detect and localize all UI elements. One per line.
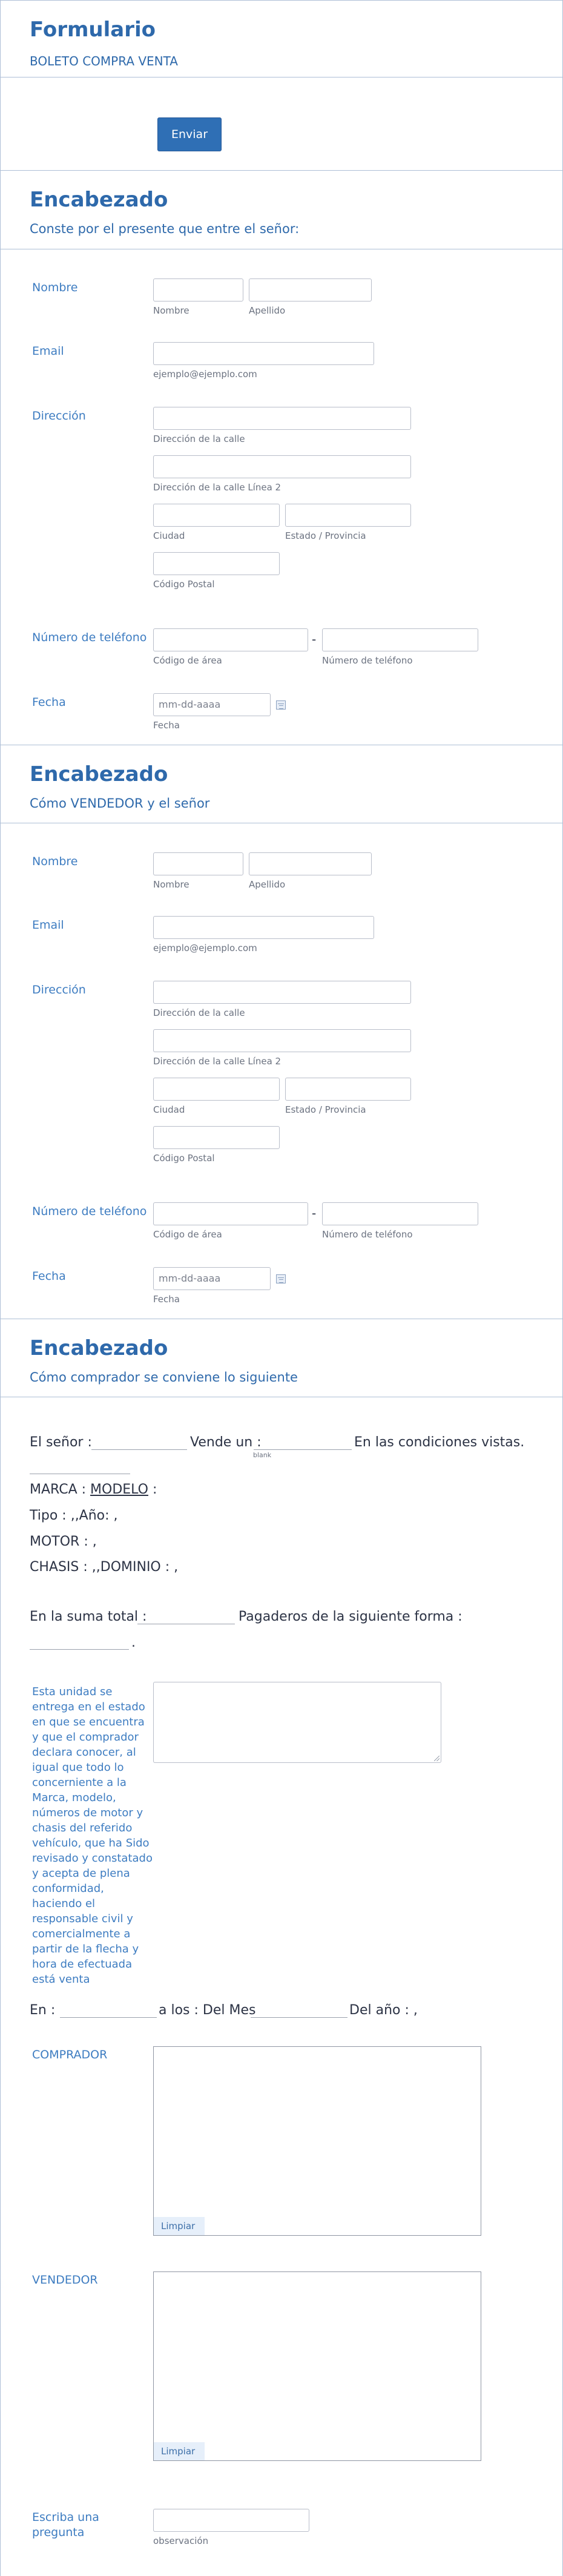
modelo-label: MODELO [90,1482,148,1497]
s1-zip-input[interactable] [153,552,280,575]
s2-phone-dash: - [312,1206,317,1220]
section3-subtitle: Cómo comprador se conviene lo siguiente [30,1370,298,1385]
section3-content [1,1397,562,2576]
section2-title: Encabezado [30,762,168,786]
submit-area [1,77,562,171]
s2-first-name-sub: Nombre [153,879,189,890]
declaration-textarea[interactable] [153,1682,441,1763]
vende-blank[interactable] [254,1449,352,1450]
s2-first-name-input[interactable] [153,852,243,875]
s2-state-sub: Estado / Provincia [285,1104,366,1115]
section1-header [1,171,562,249]
section3-title: Encabezado [30,1336,168,1360]
s2-city-input[interactable] [153,1078,280,1101]
section2-fields [1,823,562,1319]
s1-state-sub: Estado / Provincia [285,530,366,541]
line-senor-label: El señor : [30,1435,92,1450]
comprador-signature-pad[interactable] [153,2046,481,2236]
chasis-line: CHASIS : ,,DOMINIO : , [30,1560,179,1575]
submit-button[interactable]: Enviar [157,117,222,151]
vende-blank-hint: blank [253,1451,272,1459]
s2-email-label: Email [32,918,64,932]
form-title: Formulario [30,18,156,42]
forma-blank[interactable] [30,1649,129,1650]
s1-phone-input[interactable] [322,628,478,651]
question-label: Escriba una pregunta [32,2511,99,2539]
s2-name-label: Nombre [32,855,78,868]
s2-area-sub: Código de área [153,1229,222,1240]
s2-last-name-sub: Apellido [249,879,286,890]
s2-date-input[interactable]: mm-dd-aaaa [153,1267,271,1290]
question-sub: observación [153,2535,209,2546]
alos-label: a los : Del Mes [159,2003,256,2018]
comprador-clear-button[interactable]: Limpiar [154,2217,205,2235]
s1-zip-sub: Código Postal [153,579,215,590]
en-label: En : [30,2003,56,2018]
s1-city-sub: Ciudad [153,530,185,541]
resize-handle-icon[interactable] [434,1756,440,1761]
marca-colon: : [148,1482,157,1497]
s1-street-sub: Dirección de la calle [153,433,245,444]
s2-state-input[interactable] [285,1078,411,1101]
s2-phone-input[interactable] [322,1202,478,1225]
s1-address-label: Dirección [32,409,86,423]
suma-end: . [131,1635,136,1650]
s2-city-sub: Ciudad [153,1104,185,1115]
calendar-icon[interactable] [276,1274,286,1283]
s1-last-name-sub: Apellido [249,305,286,316]
s1-city-input[interactable] [153,504,280,527]
s2-street2-input[interactable] [153,1029,411,1052]
en-blank[interactable] [60,2017,157,2018]
s1-street2-sub: Dirección de la calle Línea 2 [153,482,282,493]
marca-line [30,1482,157,1497]
s2-phone-sub: Número de teléfono [322,1229,413,1240]
form-header [1,0,562,77]
pagaderos-label: Pagaderos de la siguiente forma : [239,1609,463,1624]
s1-email-label: Email [32,344,64,358]
s2-area-input[interactable] [153,1202,308,1225]
s2-street-sub: Dirección de la calle [153,1007,245,1018]
s1-street2-input[interactable] [153,455,411,478]
motor-line: MOTOR : , [30,1534,97,1549]
line-condiciones: En las condiciones vistas. [354,1435,525,1450]
calendar-icon[interactable] [276,700,286,710]
s1-last-name-input[interactable] [249,278,372,301]
vendedor-signature-pad[interactable] [153,2271,481,2461]
tipo-line: Tipo : ,,Año: , [30,1508,118,1523]
s1-email-input[interactable] [153,342,374,365]
s2-email-sub: ejemplo@ejemplo.com [153,943,257,954]
s2-zip-sub: Código Postal [153,1153,215,1164]
section2-subtitle: Cómo VENDEDOR y el señor [30,796,210,811]
vendedor-label: VENDEDOR [32,2273,98,2287]
question-input[interactable] [153,2509,309,2532]
senor-blank[interactable] [91,1449,187,1450]
s1-date-sub: Fecha [153,720,180,731]
s1-area-sub: Código de área [153,655,222,666]
s1-first-name-input[interactable] [153,278,243,301]
marca-label: MARCA : [30,1482,91,1497]
s2-zip-input[interactable] [153,1126,280,1149]
suma-label: En la suma total : [30,1609,147,1624]
s1-street-input[interactable] [153,407,411,430]
s2-email-input[interactable] [153,916,374,939]
s2-date-sub: Fecha [153,1294,180,1305]
comprador-label: COMPRADOR [32,2048,108,2061]
section1-title: Encabezado [30,188,168,212]
s1-first-name-sub: Nombre [153,305,189,316]
s1-phone-label: Número de teléfono [32,631,147,644]
s2-street-input[interactable] [153,981,411,1004]
s1-phone-dash: - [312,632,317,647]
s2-address-label: Dirección [32,983,86,996]
s1-area-input[interactable] [153,628,308,651]
anio-label: Del año : , [349,2003,418,2018]
line-vende-label: Vende un : [190,1435,262,1450]
declaration-label: Esta unidad se entrega en el estado en que se encuentra y que el comprador declara conocer, al igual que todo lo concerniente a la Marca, modelo, números de motor y chasis del referido vehículo, que ha Sido revisado y constatado y acepta de plena conformidad, haciendo el responsable civil y comercialmente a partir de la flecha y hora de efectuada está venta [32,1685,153,1986]
section2-header [1,745,562,823]
s2-last-name-input[interactable] [249,852,372,875]
section1-subtitle: Conste por el presente que entre el señor: [30,222,300,236]
mes-blank[interactable] [251,2017,347,2018]
s1-phone-sub: Número de teléfono [322,655,413,666]
section3-header [1,1319,562,1397]
s1-name-label: Nombre [32,281,78,294]
vendedor-clear-button[interactable]: Limpiar [154,2442,205,2460]
s2-phone-label: Número de teléfono [32,1205,147,1218]
s2-date-label: Fecha [32,1270,66,1283]
s1-date-label: Fecha [32,696,66,709]
form-subtitle: BOLETO COMPRA VENTA [30,54,178,68]
s1-date-input[interactable]: mm-dd-aaaa [153,693,271,716]
s2-street2-sub: Dirección de la calle Línea 2 [153,1056,282,1067]
s1-email-sub: ejemplo@ejemplo.com [153,369,257,380]
s1-state-input[interactable] [285,504,411,527]
section1-fields [1,249,562,745]
